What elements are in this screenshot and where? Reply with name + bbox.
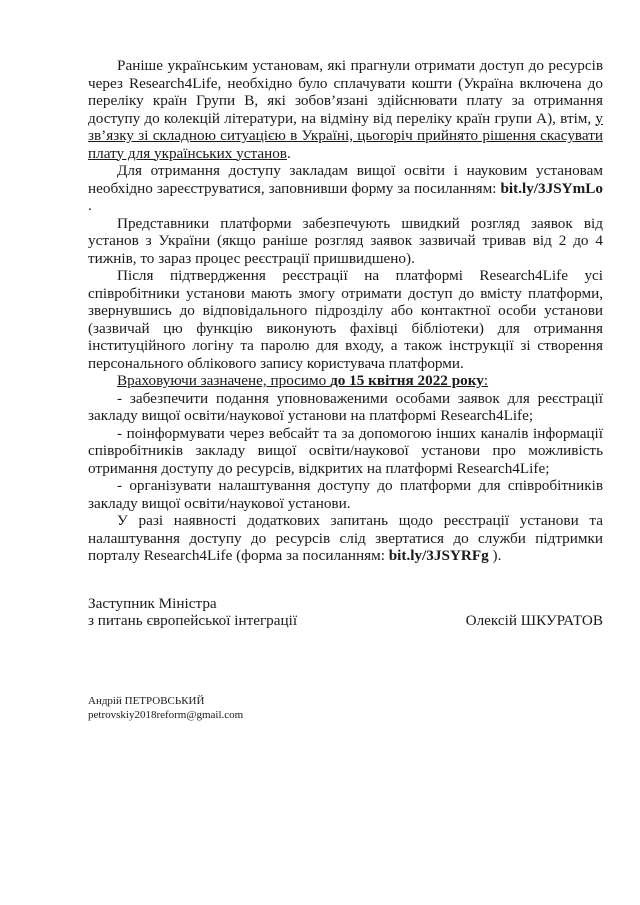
text-segment: - організувати налаштування доступу до платформи для співробітників закладу вищої освіти/наукової установи. — [88, 477, 603, 512]
text-segment: : — [483, 372, 489, 389]
document-paragraph — [88, 57, 603, 162]
text-segment: Раніше українським установам, які прагнули отримати доступ до ресурсів через Research4Life, необхідно було сплачувати кошти (Україна включена до переліку країн Групи В, які зобов’язані здійснювати плату за отримання доступу до колекцій літератури, на відміну від переліку країн групи А), втім, — [88, 57, 603, 127]
document-list-item — [88, 390, 603, 425]
text-segment: Представники платформи забезпечують швидкий розгляд заявок від установ з України (якщо раніше розгляд заявок зазвичай тривав від 2 до 4 тижнів, то зараз процес реєстрації пришвидшено). — [88, 214, 603, 267]
text-segment: до 15 квітня 2022 року — [330, 372, 484, 389]
document-list-item — [88, 425, 603, 478]
contact-block — [88, 694, 603, 722]
contact-name: Андрій ПЕТРОВСЬКИЙ — [88, 694, 205, 707]
document-list-item — [88, 477, 603, 512]
signature-block — [88, 595, 603, 630]
signature-row — [88, 612, 603, 630]
text-segment: - поінформувати через вебсайт та за допомогою інших каналів інформації співробітників закладу вищої освіти/наукової установи про можливість отримання доступу до ресурсів, відкритих на платформі Research4Life; — [88, 424, 603, 477]
text-segment: bit.ly/3JSYRFg — [388, 547, 489, 564]
signature-name: Олексій ШКУРАТОВ — [465, 612, 603, 629]
text-segment: Для отримання доступу закладам вищої освіти і науковим установам необхідно зареєструватися, заповнивши форму за посиланням: — [88, 162, 603, 197]
document-paragraph — [88, 215, 603, 268]
text-segment: ). — [488, 547, 502, 564]
document-paragraph — [88, 162, 603, 215]
text-segment: Після підтвердження реєстрації на платформі Research4Life усі співробітники установи мають змогу отримати доступ до вмісту платформи, звернувшись до відповідального підрозділу або контактної особи установи (зазвичай цю функцію виконують фахівці бібліотеки) для отримання інституційного логіну та паролю для входу, а також інструкції зі створення персонального облікового запису користувача платформи. — [88, 267, 603, 372]
text-segment: у зв’язку зі складною ситуацією в Україні, цьогоріч прийнято рішення скасувати плату для українських установ — [88, 109, 603, 162]
document-paragraph — [88, 512, 603, 565]
text-segment: У разі наявності додаткових запитань щодо реєстрації установи та налаштування доступу до ресурсів слід звертатися до служби підтримки порталу Research4Life (форма за посиланням: — [88, 512, 603, 564]
document-paragraph — [88, 267, 603, 372]
text-segment: . — [286, 144, 291, 162]
document-paragraph — [88, 372, 603, 390]
contact-email: petrovskiy2018reform@gmail.com — [88, 708, 244, 721]
signature-title-line1: Заступник Міністра — [88, 594, 217, 612]
document-body — [88, 57, 603, 565]
signature-title-line2: з питань європейської інтеграції — [88, 612, 298, 629]
text-segment: bit.ly/3JSYmLo — [500, 179, 603, 197]
text-segment: Враховуючи зазначене, просимо — [117, 372, 331, 389]
text-segment: . — [88, 197, 92, 214]
text-segment: - забезпечити подання уповноваженими особами заявок для реєстрації закладу вищої освіти/наукової установи на платформі Research4Life; — [88, 389, 603, 424]
